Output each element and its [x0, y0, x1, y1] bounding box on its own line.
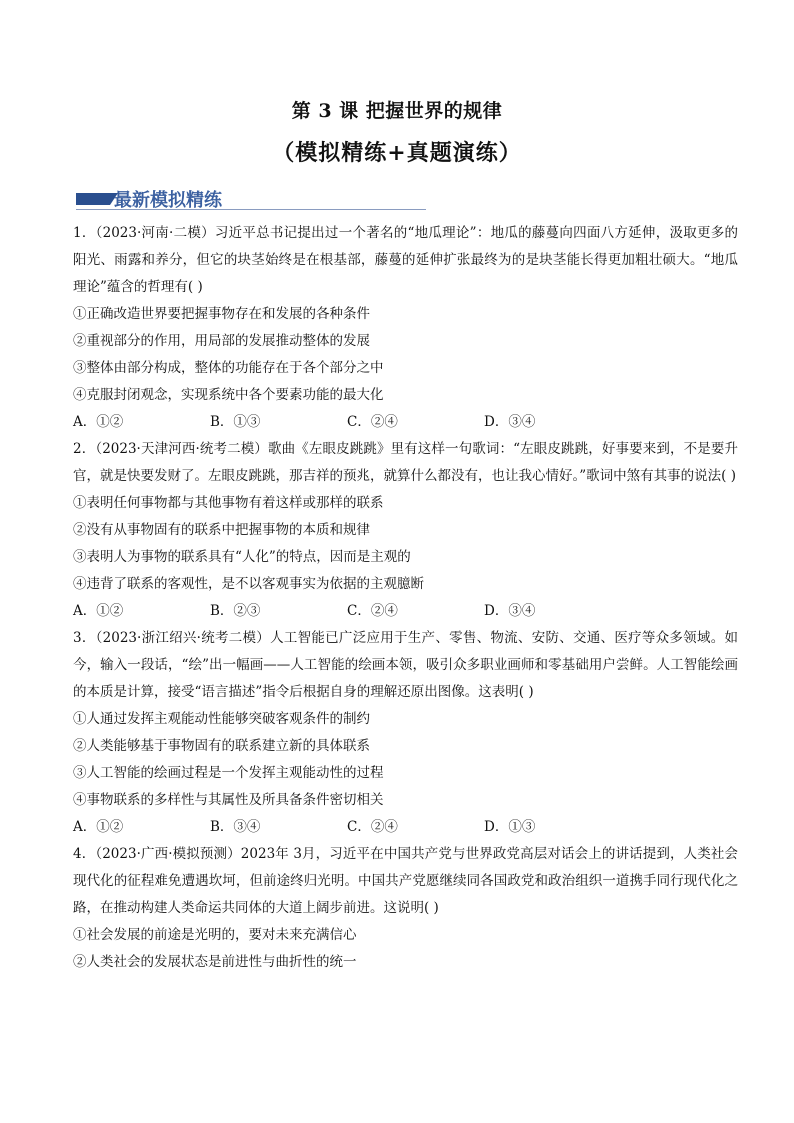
option-statement: ①人通过发挥主观能动性能够突破客观条件的制约 [73, 711, 370, 727]
question-stem: 1．（2023·河南·二模）习近平总书记提出过一个著名的“地瓜理论”：地瓜的藤蔓向四面八方延伸，汲取更多的阳光、雨露和养分，但它的块茎始终是在根基部，藤蔓的延伸扩张最终为的是块茎能长得更加粗壮硕大。“地瓜理论”蕴含的哲理有( ) [73, 225, 738, 295]
choice-d[interactable]: D．③④ [484, 414, 536, 430]
answer-choices [73, 598, 738, 625]
question-stem: 3．（2023·浙江绍兴·统考二模）人工智能已广泛应用于生产、零售、物流、安防、交通、医疗等众多领域。如今，输入一段话，“绘”出一幅画——人工智能的绘画本领，吸引众多职业画师和零基础用户尝鲜。人工智能绘画的本质是计算，接受“语言描述”指令后根据自身的理解还原出图像。这表明( ) [73, 630, 738, 700]
question-stem: 4．（2023·广西·模拟预测）2023年 3月，习近平在中国共产党与世界政党高层对话会上的讲话提到，人类社会现代化的征程难免遭遇坎坷，但前途终归光明。中国共产党愿继续同各国政党和政治组织一道携手同行现代化之路，在推动构建人类命运共同体的大道上阔步前进。这说明( ) [73, 846, 738, 916]
choice-b[interactable]: B．①③ [210, 414, 261, 430]
option-statement: ④事物联系的多样性与其属性及所具备条件密切相关 [73, 792, 384, 808]
option-statement: ②重视部分的作用，用局部的发展推动整体的发展 [73, 333, 370, 349]
choice-b[interactable]: B．③④ [210, 819, 261, 835]
question-1 [73, 220, 738, 436]
option-statement: ③人工智能的绘画过程是一个发挥主观能动性的过程 [73, 765, 384, 781]
choice-c[interactable]: C．②④ [347, 603, 398, 619]
choice-c[interactable]: C．②④ [347, 414, 398, 430]
option-statement: ②人类能够基于事物固有的联系建立新的具体联系 [73, 738, 370, 754]
lesson-subtitle: （模拟精练+真题演练） [272, 140, 522, 166]
option-statement: ②人类社会的发展状态是前进性与曲折性的统一 [73, 954, 357, 970]
option-statement: ④违背了联系的客观性，是不以客观事实为依据的主观臆断 [73, 576, 424, 592]
option-statement: ①表明任何事物都与其他事物有着这样或那样的联系 [73, 495, 384, 511]
question-4 [73, 841, 738, 976]
option-statement: ③表明人为事物的联系具有“人化”的特点，因而是主观的 [73, 549, 411, 565]
option-statement: ③整体由部分构成，整体的功能存在于各个部分之中 [73, 360, 384, 376]
answer-choices [73, 409, 738, 436]
section-underline [76, 209, 426, 210]
answer-choices [73, 814, 738, 841]
choice-a[interactable]: A．①② [73, 819, 124, 835]
choice-a[interactable]: A．①② [73, 414, 124, 430]
choice-b[interactable]: B．②③ [210, 603, 261, 619]
choice-d[interactable]: D．①③ [484, 819, 536, 835]
question-2 [73, 436, 738, 625]
option-statement: ①正确改造世界要把握事物存在和发展的各种条件 [73, 306, 370, 322]
choice-c[interactable]: C．②④ [347, 819, 398, 835]
lesson-title: 第 3 课 把握世界的规律 [291, 100, 503, 122]
section-header [76, 186, 426, 212]
section-title: 最新模拟精练 [114, 190, 222, 211]
question-stem: 2．（2023·天津河西·统考二模）歌曲《左眼皮跳跳》里有这样一句歌词：“左眼皮跳跳，好事要来到，不是要升官，就是快要发财了。左眼皮跳跳，那吉祥的预兆，就算什么都没有，也让我心情好。”歌词中煞有其事的说法( ) [73, 441, 738, 484]
option-statement: ①社会发展的前途是光明的，要对未来充满信心 [73, 927, 357, 943]
choice-a[interactable]: A．①② [73, 603, 124, 619]
question-3 [73, 625, 738, 841]
section-marker-icon [76, 193, 110, 205]
option-statement: ④克服封闭观念，实现系统中各个要素功能的最大化 [73, 387, 384, 403]
question-list [73, 220, 738, 976]
option-statement: ②没有从事物固有的联系中把握事物的本质和规律 [73, 522, 370, 538]
choice-d[interactable]: D．③④ [484, 603, 536, 619]
